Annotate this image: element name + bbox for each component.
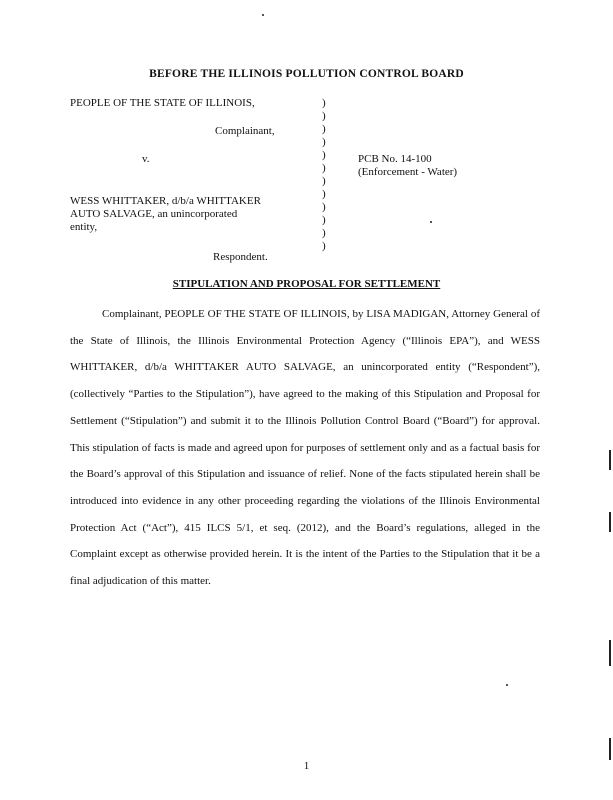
caption-paren: ) <box>322 149 326 161</box>
page-number: 1 <box>303 760 310 772</box>
scan-speck <box>262 14 264 16</box>
scan-speck <box>430 221 432 223</box>
scan-edge-mark <box>609 512 611 532</box>
section-heading: STIPULATION AND PROPOSAL FOR SETTLEMENT <box>172 278 441 290</box>
caption-party-1: PEOPLE OF THE STATE OF ILLINOIS, <box>70 97 255 109</box>
case-number: PCB No. 14-100 <box>358 153 432 165</box>
caption-paren: ) <box>322 227 326 239</box>
scan-edge-mark <box>609 640 611 666</box>
caption-parenthesis-column <box>322 97 326 253</box>
caption-paren: ) <box>322 188 326 200</box>
caption-party-2-line-3: entity, <box>70 221 98 233</box>
caption-versus: v. <box>142 153 150 165</box>
document-title: BEFORE THE ILLINOIS POLLUTION CONTROL BOARD <box>149 68 464 80</box>
caption-paren: ) <box>322 123 326 135</box>
caption-paren: ) <box>322 175 326 187</box>
caption-paren: ) <box>322 162 326 174</box>
caption-party-2-line-1: WESS WHITTAKER, d/b/a WHITTAKER <box>70 195 261 207</box>
body-paragraph: Complainant, PEOPLE OF THE STATE OF ILLINOIS, by LISA MADIGAN, Attorney General of the State of Illinois, the Illinois Environmental Protection Agency (“Illinois EPA”), and WESS WHITTAKER, d/b/a WHITTAKER AUTO SALVAGE, an unincorporated entity (“Respondent”), (collectively “Parties to the Stipulation”), have agreed to the making of this Stipulation and Proposal for Settlement (“Stipulation”) and submit it to the Illinois Pollution Control Board (“Board”) for approval. This stipulation of facts is made and agreed upon for purposes of settlement only and as a factual basis for the Board’s approval of this Stipulation and issuance of relief. None of the facts stipulated herein shall be introduced into evidence in any other proceeding regarding the violations of the Illinois Environmental Protection Act (“Act”), 415 ILCS 5/1, et seq. (2012), and the Board’s regulations, alleged in the Complaint except as otherwise provided herein. It is the intent of the Parties to the Stipulation that it be a final adjudication of this matter. <box>70 308 540 588</box>
caption-paren: ) <box>322 240 326 252</box>
scan-speck <box>506 684 508 686</box>
caption-role-respondent: Respondent. <box>213 251 268 263</box>
case-type: (Enforcement - Water) <box>358 166 458 178</box>
caption-party-2-line-2: AUTO SALVAGE, an unincorporated <box>70 208 238 220</box>
caption-paren: ) <box>322 97 326 109</box>
caption-paren: ) <box>322 214 326 226</box>
scan-edge-mark <box>609 450 611 470</box>
caption-paren: ) <box>322 110 326 122</box>
caption-paren: ) <box>322 136 326 148</box>
scan-edge-mark <box>609 738 611 760</box>
caption-role-complainant: Complainant, <box>215 125 275 137</box>
caption-paren: ) <box>322 201 326 213</box>
